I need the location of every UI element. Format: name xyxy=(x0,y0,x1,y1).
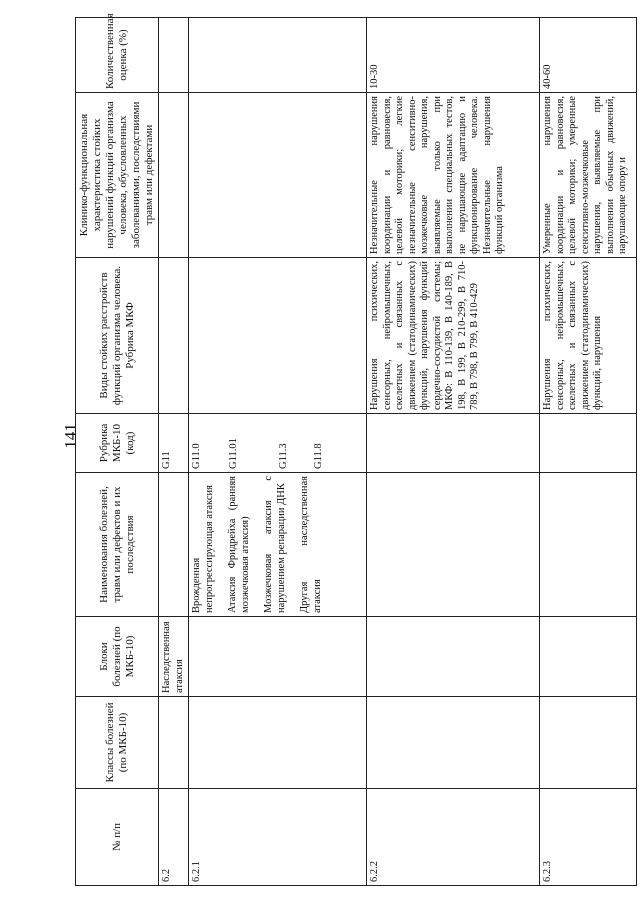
types-cell: Нарушения психических, сенсорных, нейромышечных, скелетных и связанных с движением (статодинамических) функций, нарушения функций сердечно-сосудистой системы; МКФ: В 110-139, В 140-189, В 198, В 199, В 210-299, В 710- 789, В 798, В 799, В 410-429 xyxy=(367,258,540,414)
names-cell xyxy=(540,473,637,617)
disease-name: Мозжечковая атаксия с нарушением репарации ДНК xyxy=(263,476,287,613)
disease-code: G11.8 xyxy=(312,443,324,469)
table-row xyxy=(159,18,189,886)
classes-cell xyxy=(189,697,367,789)
header-clinical: Клинико-функциональная характеристика стойких нарушений функций организма человека, обусловленных заболеваниями, последствиями травм или дефектами xyxy=(76,93,159,258)
clinical-cell: Умеренные нарушения координации и равновесия, целевой моторики; умеренные сенситивно-мозжечковые нарушения, выявляемые при выполнении обычных движений, нарушающие опору и xyxy=(540,93,637,258)
classes-cell xyxy=(159,697,189,789)
row-number: 6.2 xyxy=(159,789,189,886)
block-cell xyxy=(540,617,637,697)
clinical-cell xyxy=(189,93,367,258)
code-cell xyxy=(367,414,540,473)
header-types: Виды стойких расстройств функций организма человека. Рубрика МКФ xyxy=(76,258,159,414)
header-blocks: Блоки болезней (по МКБ-10) xyxy=(76,617,159,697)
disease-code: G11.01 xyxy=(227,438,239,469)
header-row xyxy=(76,18,159,886)
clinical-cell: Незначительные нарушения координации и равновесия, целевой моторики; легкие незначительные сенситивно-мозжечковые нарушения, выявляемые только при выполнении специальных тестов, не нарушающие адаптацию и функционирование человека. Незначительные нарушения функций организма xyxy=(367,93,540,258)
table-row xyxy=(540,18,637,886)
block-cell xyxy=(367,617,540,697)
disease-table xyxy=(75,13,637,886)
table-row xyxy=(189,18,367,886)
score-cell xyxy=(159,18,189,93)
table-row xyxy=(367,18,540,886)
row-number: 6.2.2 xyxy=(367,789,540,886)
block-cell: Наследственная атаксия xyxy=(159,617,189,697)
row-number: 6.2.1 xyxy=(189,789,367,886)
clinical-cell xyxy=(159,93,189,258)
code-cell xyxy=(540,414,637,473)
header-rubric: Рубрика МКБ-10 (код) xyxy=(76,414,159,473)
names-cell xyxy=(159,473,189,617)
code-cell: G11 xyxy=(159,414,189,473)
disease-name: Врожденная непрогрессирующая атаксия xyxy=(191,485,215,613)
classes-cell xyxy=(367,697,540,789)
disease-name: Другая наследственная атаксия xyxy=(299,476,323,613)
disease-name: Атаксия Фридрейха (ранняя мозжечковая атаксия) xyxy=(227,476,251,613)
disease-code: G11.3 xyxy=(278,443,289,469)
disease-code: G11.0 xyxy=(191,443,202,469)
score-cell: 40-60 xyxy=(540,18,637,93)
types-cell xyxy=(159,258,189,414)
classes-cell xyxy=(540,697,637,789)
types-cell xyxy=(189,258,367,414)
names-cell xyxy=(367,473,540,617)
header-no: № п/п xyxy=(76,789,159,886)
header-classes: Классы болезней (по МКБ-10) xyxy=(76,697,159,789)
row-number: 6.2.3 xyxy=(540,789,637,886)
header-score: Количественная оценка (%) xyxy=(76,18,159,93)
types-cell: Нарушения психических, сенсорных, нейромышечных, скелетных и связанных с движением (статодинамических) функций, нарушения xyxy=(540,258,637,414)
score-cell: 10-30 xyxy=(367,18,540,93)
block-cell xyxy=(189,617,367,697)
page-number: 141 xyxy=(60,423,80,449)
names-cell xyxy=(189,473,367,617)
score-cell xyxy=(189,18,367,93)
header-names: Наименования болезней, травм или дефектов и их последствия xyxy=(76,473,159,617)
code-cell xyxy=(189,414,367,473)
